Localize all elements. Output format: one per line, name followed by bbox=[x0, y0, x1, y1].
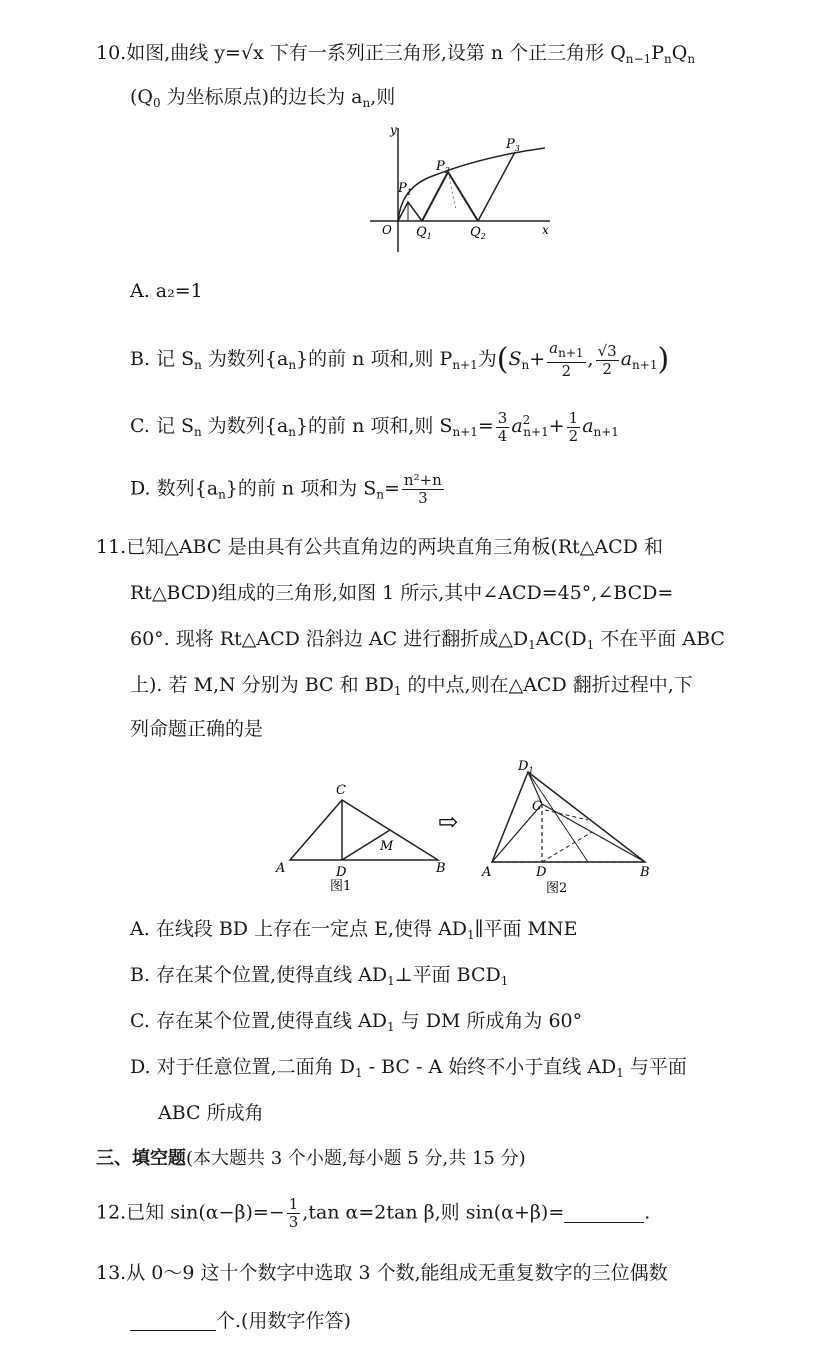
q10-sub: n bbox=[664, 52, 672, 66]
opt-text: + bbox=[529, 348, 546, 370]
q10-figure bbox=[360, 120, 560, 260]
opt-text: 为数列{a bbox=[201, 348, 289, 370]
opt-text: }的前 n 项和,则 P bbox=[296, 348, 453, 370]
label-q2: $Q_2$ bbox=[470, 225, 486, 241]
label-x: x bbox=[542, 223, 549, 237]
q11-text: 已知△ABC 是由具有公共直角边的两块直角三角板(Rt△ACD 和 bbox=[126, 536, 663, 558]
opt-text: B. 存在某个位置,使得直线 AD bbox=[130, 964, 388, 986]
opt-text: C. 存在某个位置,使得直线 AD bbox=[130, 1010, 387, 1032]
fig2-caption: 图2 bbox=[546, 881, 568, 896]
fig1-label-d: D bbox=[336, 865, 347, 880]
opt-sub: n bbox=[521, 358, 530, 372]
q11-number: 11. bbox=[96, 536, 127, 558]
q11-option-d bbox=[130, 1052, 687, 1088]
fig2-label-d: D bbox=[536, 865, 547, 880]
opt-text: B. 记 S bbox=[130, 348, 195, 370]
frac: $\frac{1}{2}$ bbox=[568, 408, 579, 445]
opt-text: A. 在线段 BD 上存在一定点 E,使得 AD bbox=[130, 918, 468, 940]
q10-option-a: A. a₂=1 bbox=[130, 280, 203, 302]
opt-sub: n+1 bbox=[452, 425, 478, 439]
q12-answer-blank[interactable] bbox=[564, 1202, 644, 1223]
q11-sub: 1 bbox=[586, 638, 595, 652]
opt-text: 为 bbox=[477, 348, 497, 370]
label-p2: $P_2$ bbox=[436, 159, 450, 175]
frac: $\frac{3}{4}$ bbox=[497, 408, 508, 445]
fig1-label-m: M bbox=[380, 839, 394, 854]
q12-number: 12. bbox=[96, 1201, 127, 1224]
fig2-label-a: A bbox=[482, 865, 492, 880]
label-y: y bbox=[390, 123, 397, 137]
q13-line1 bbox=[96, 1258, 668, 1288]
opt-text: - BC - A 始终不小于直线 AD bbox=[362, 1056, 617, 1078]
opt-sub: n bbox=[288, 425, 296, 439]
q12-text: ,tan α=2tan β,则 sin(α+β)= bbox=[302, 1201, 565, 1224]
fig2-label-d1: $D_1$ bbox=[518, 759, 534, 775]
opt-sub: n bbox=[218, 487, 226, 502]
q10-text: (Q bbox=[130, 86, 153, 108]
opt-sub: n+1 bbox=[593, 425, 619, 439]
opt-text: ∥平面 MNE bbox=[474, 918, 578, 940]
q11-figures bbox=[270, 758, 670, 908]
q10-sub: n bbox=[362, 96, 371, 110]
label-p1: $P_1$ bbox=[398, 181, 412, 197]
opt-sub: n+1 bbox=[523, 425, 549, 439]
opt-text: D. 数列{a bbox=[130, 477, 219, 500]
q11-option-a bbox=[130, 914, 577, 950]
frac: $\frac{a_{n+1}}{2}$ bbox=[549, 339, 584, 380]
opt-text: 与 DM 所成角为 60° bbox=[394, 1010, 583, 1032]
triangle-2 bbox=[422, 172, 478, 221]
q10-text: P bbox=[651, 42, 665, 64]
q10-text: Q bbox=[671, 42, 688, 64]
fig1-triangle bbox=[290, 800, 438, 860]
q11-line3 bbox=[130, 624, 725, 660]
opt-sub: n bbox=[194, 425, 202, 439]
q12-text: 已知 sin(α−β)=− bbox=[126, 1201, 285, 1224]
q11-text: 60°. 现将 Rt△ACD 沿斜边 AC 进行翻折成△D bbox=[130, 628, 529, 650]
label-o: O bbox=[382, 223, 392, 237]
q10-option-b: B. 记 $S_n$ 为数列$\{a_n\}$的前 n 项和,则 $P_{n+1}$为($S_n+$ $\frac{a_{n+1}}{2}$ , $\frac{√3}{2}$ $a_{n+1}$) bbox=[130, 339, 670, 380]
fig2-label-b: B bbox=[640, 865, 650, 880]
opt-text: , bbox=[587, 348, 594, 370]
arrow-icon: ⇨ bbox=[438, 808, 459, 836]
q11-line2: Rt△BCD)组成的三角形,如图 1 所示,其中∠ACD=45°,∠BCD= bbox=[130, 582, 674, 604]
q11-option-c bbox=[130, 1006, 582, 1042]
fig1-label-b: B bbox=[436, 861, 446, 876]
q13-text: 个.(用数字作答) bbox=[216, 1310, 351, 1332]
q11-sub: 1 bbox=[393, 684, 402, 698]
q13-answer-blank[interactable] bbox=[130, 1310, 216, 1331]
q10-line1 bbox=[96, 38, 695, 74]
label-q1: $Q_1$ bbox=[416, 225, 432, 241]
opt-text: = bbox=[384, 477, 400, 500]
q11-text: 的中点,则在△ACD 翻折过程中,下 bbox=[401, 674, 693, 696]
q12-text: . bbox=[644, 1201, 651, 1224]
opt-text: D. 对于任意位置,二面角 D bbox=[130, 1056, 355, 1078]
opt-sub: n bbox=[288, 358, 297, 372]
opt-text: a bbox=[582, 415, 594, 437]
fig1-caption: 图1 bbox=[330, 879, 352, 894]
section-note: (本大题共 3 个小题,每小题 5 分,共 15 分) bbox=[186, 1148, 526, 1169]
q13-text: 从 0～9 这十个数字中选取 3 个数,能组成无重复数字的三位偶数 bbox=[126, 1262, 668, 1284]
figure-1 bbox=[275, 783, 446, 894]
frac: $\frac{√3}{2}$ bbox=[597, 341, 617, 378]
opt-text: 为数列{a bbox=[201, 415, 289, 437]
q13-line2 bbox=[130, 1306, 351, 1336]
q13-number: 13. bbox=[96, 1262, 127, 1284]
q10-text: 为坐标原点)的边长为 a bbox=[160, 86, 363, 108]
opt-text: }的前 n 项和,则 S bbox=[295, 415, 453, 437]
opt-sub: 1 bbox=[500, 974, 509, 988]
opt-sub: 1 bbox=[616, 1066, 624, 1080]
fig2-mn bbox=[545, 810, 588, 820]
q12-line bbox=[96, 1196, 650, 1231]
opt-sub: n+1 bbox=[632, 358, 658, 372]
fig1-label-c: C bbox=[336, 783, 346, 798]
fig2-n-line bbox=[528, 772, 588, 862]
opt-sub: 1 bbox=[467, 928, 475, 942]
q10-line2 bbox=[130, 82, 395, 118]
q10-sub: 0 bbox=[153, 96, 161, 110]
section-3-heading bbox=[96, 1144, 526, 1174]
fig1-label-a: A bbox=[276, 861, 286, 876]
opt-text: ⊥平面 BCD bbox=[394, 964, 501, 986]
q11-text: 不在平面 ABC bbox=[594, 628, 725, 650]
triangle-3 bbox=[478, 152, 515, 221]
figure-2 bbox=[481, 759, 650, 896]
opt-sub: n+1 bbox=[452, 358, 478, 372]
opt-text: a bbox=[511, 415, 523, 437]
q11-line1 bbox=[96, 532, 663, 562]
q11-option-d-line2: ABC 所成角 bbox=[158, 1102, 264, 1124]
q11-line5: 列命题正确的是 bbox=[130, 718, 264, 740]
section-title: 三、填空题 bbox=[96, 1148, 186, 1169]
q11-text: AC(D bbox=[535, 628, 587, 650]
opt-text: = bbox=[477, 415, 494, 437]
opt-sub: 1 bbox=[387, 974, 395, 988]
q10-text: 如图,曲线 y=√x 下有一系列正三角形,设第 n 个正三角形 Q bbox=[126, 42, 626, 64]
q10-option-c bbox=[130, 405, 619, 447]
opt-text: 与平面 bbox=[623, 1056, 687, 1078]
opt-sub: 1 bbox=[386, 1020, 395, 1034]
q11-option-b bbox=[130, 960, 508, 996]
q11-line4 bbox=[130, 670, 693, 706]
opt-sub: n bbox=[376, 487, 384, 502]
opt-sub: 1 bbox=[354, 1066, 363, 1080]
q10-sub: n bbox=[687, 52, 696, 66]
q10-option-d bbox=[130, 472, 446, 510]
label-p3: $P_3$ bbox=[506, 137, 520, 153]
opt-text: a bbox=[620, 348, 633, 370]
fig2-label-c: C bbox=[532, 799, 542, 814]
q10-number: 10. bbox=[96, 42, 127, 64]
q10-sub: n−1 bbox=[625, 52, 652, 66]
q10-text: ,则 bbox=[370, 86, 396, 108]
opt-text: C. 记 S bbox=[130, 415, 194, 437]
frac: $\frac{\text{n²+n}}{3}$ bbox=[403, 471, 442, 507]
opt-text: }的前 n 项和为 S bbox=[225, 477, 377, 500]
q11-sub: 1 bbox=[528, 638, 536, 652]
opt-sup: 2 bbox=[522, 413, 531, 427]
frac: $\frac{1}{3}$ bbox=[288, 1195, 299, 1231]
q11-text: 上). 若 M,N 分别为 BC 和 BD bbox=[130, 674, 394, 696]
opt-text: + bbox=[548, 415, 565, 437]
opt-sub: n bbox=[194, 358, 202, 372]
opt-text: S bbox=[508, 348, 522, 370]
